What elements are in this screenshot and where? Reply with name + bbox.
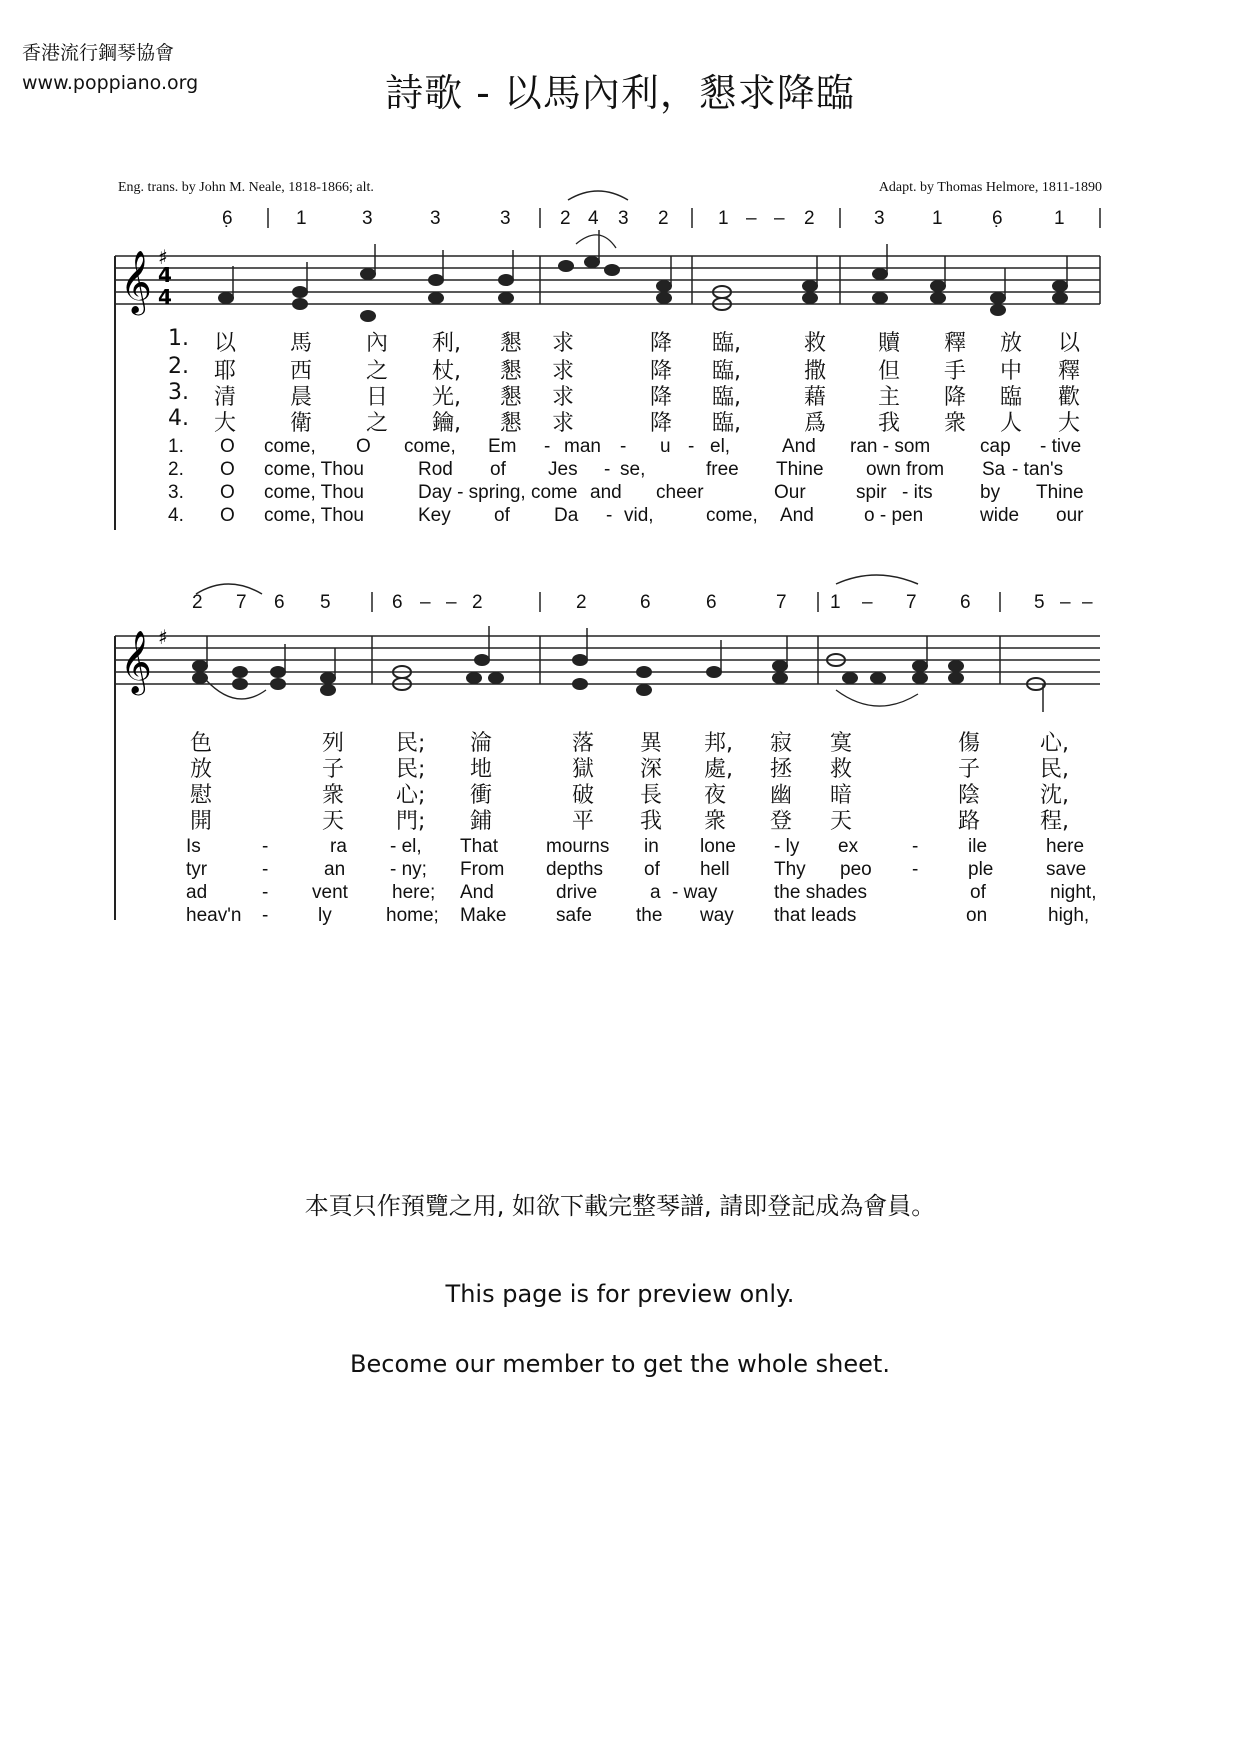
lyric-en-s1-v2-w3: come, Thou [264,459,364,480]
fingering-1-3: 3 [362,208,373,229]
fingering-2-11: 6 [706,592,717,613]
lyric-en-s1-v1-w2: O [220,436,235,457]
lyric-zh-s2-v3-w1: 慰 [190,783,213,808]
lyric-zh-s1-v2-w12: 手 [944,359,967,384]
lyric-zh-s1-v3-w1: 3. [168,380,189,405]
lyric-zh-s2-v1-w11: 心, [1040,731,1069,756]
lyric-zh-s1-v2-w11: 但 [878,359,901,384]
lyric-zh-s1-v3-w9: 臨, [712,385,741,410]
lyric-zh-s1-v3-w8: 降 [650,385,673,410]
lyric-en-s2-v1-w9: - ly [774,836,800,857]
lyric-zh-s1-v2-w2: 耶 [214,359,237,384]
lyric-zh-s1-v4-w13: 人 [1000,411,1023,436]
fingering-1-7: 4 [588,208,599,229]
lyric-zh-s2-v1-w7: 邦, [704,731,733,756]
lyric-en-s1-v2-w5: of [490,459,506,480]
lyric-en-s1-v4-w12: wide [980,505,1020,526]
lyric-en-s2-v2-w3: an [324,859,346,880]
lyric-en-s2-v3-w1: ad [186,882,208,903]
fingering-2-3: 6 [274,592,285,613]
lyric-en-s1-v4-w3: come, Thou [264,505,364,526]
lyric-zh-s1-v2-w9: 臨, [712,359,741,384]
lyric-en-s2-v4-w6: safe [556,905,592,926]
lyric-zh-s2-v1-w2: 列 [322,731,345,756]
lyric-zh-s2-v3-w7: 夜 [704,783,727,808]
fingering-2-1: 2 [192,592,203,613]
lyric-en-s1-v2-w12: Sa [982,459,1006,480]
fingering-2-9: 2 [576,592,587,613]
lyric-en-s2-v1-w5: That [460,836,499,857]
lyric-zh-s1-v4-w14: 大 [1058,411,1081,436]
lyric-zh-s1-v4-w3: 衛 [290,411,313,436]
lyric-zh-s1-v3-w6: 懇 [500,385,523,410]
lyric-en-s1-v3-w2: O [220,482,235,503]
lyric-zh-s1-v3-w11: 主 [878,385,901,410]
lyric-en-s2-v1-w10: ex [838,836,859,857]
lyric-en-s1-v2-w4: Rod [418,459,453,480]
fingering-2-10: 6 [640,592,651,613]
lyric-en-s2-v1-w13: here [1046,836,1085,857]
lyric-en-s2-v2-w12: ple [968,859,994,880]
lyric-en-s2-v1-w12: ile [968,836,988,857]
lyric-en-s2-v2-w6: depths [546,859,604,880]
lyric-en-s1-v4-w10: And [780,505,814,526]
lyric-en-s1-v1-w1: 1. [168,436,184,457]
lyric-en-s1-v4-w1: 4. [168,505,184,526]
lyric-zh-s1-v4-w4: 之 [366,411,389,436]
lyric-en-s1-v4-w2: O [220,505,235,526]
lyric-en-s1-v3-w3: come, Thou [264,482,364,503]
lyric-en-s2-v2-w1: tyr [186,859,208,880]
lyric-zh-s1-v4-w11: 我 [878,411,901,436]
key-signature-sharp: ♯ [158,245,168,269]
fingering-1-11: – [746,208,757,229]
lyric-zh-s1-v2-w5: 杖, [432,359,461,384]
fingering-1-10: 1 [718,208,729,229]
lyric-zh-s1-v1-w11: 贖 [878,331,901,356]
phrase-slur-2b [836,690,918,706]
lyric-en-s1-v2-w2: O [220,459,235,480]
lyric-en-s1-v3-w1: 3. [168,482,184,503]
page-title: 詩歌 - 以馬內利，懇求降臨 [385,71,855,115]
lyric-en-s1-v4-w7: - [606,505,613,526]
lyric-zh-s2-v4-w3: 門; [396,809,426,834]
lyric-zh-s2-v3-w5: 破 [572,783,595,808]
preview-notice-zh: 本頁只作預覽之用, 如欲下載完整琴譜, 請即登記成為會員。 [304,1192,936,1220]
lyric-zh-s1-v2-w4: 之 [366,359,389,384]
lyric-zh-s2-v2-w1: 放 [190,757,213,782]
lyric-zh-s1-v4-w2: 大 [214,411,237,436]
fingering-1-13: 2 [804,208,815,229]
fingering-2-8: 2 [472,592,483,613]
lyric-zh-s1-v1-w7: 求 [552,331,575,356]
fingering-2-13: 1 [830,592,841,613]
lyric-en-s2-v1-w2: - [262,836,269,857]
lyric-zh-s2-v2-w5: 獄 [572,757,595,782]
lyric-en-s2-v4-w2: - [262,905,269,926]
lyric-en-s2-v4-w11: high, [1048,905,1090,926]
lyric-en-s2-v4-w7: the [636,905,663,926]
lyric-en-s1-v4-w11: o - pen [864,505,924,526]
lyric-en-s1-v1-w14: ran - som [850,436,931,457]
lyric-en-s1-v3-w4: Day - spring, come [418,482,578,503]
lyric-en-s1-v2-w1: 2. [168,459,184,480]
lyric-zh-s2-v3-w8: 幽 [770,783,793,808]
lyric-zh-s1-v4-w12: 衆 [944,411,967,436]
slur-2b [836,575,918,584]
lyric-zh-s2-v2-w6: 深 [640,757,663,782]
lyric-zh-s1-v4-w1: 4. [168,406,189,431]
lyric-zh-s1-v1-w1: 1. [168,326,189,351]
lyric-zh-s1-v1-w6: 懇 [500,331,523,356]
lyric-en-s2-v1-w11: - [912,836,919,857]
lyric-en-s1-v2-w10: Thine [776,459,824,480]
lyric-zh-s1-v4-w10: 爲 [804,411,827,436]
lyric-en-s2-v2-w10: peo [840,859,872,880]
fingering-2-12: 7 [776,592,787,613]
time-signature-top: 4 [158,263,172,287]
lyric-zh-s2-v4-w9: 天 [830,809,853,834]
lyric-zh-s2-v2-w4: 地 [470,757,493,782]
fingering-2-5: 6 [392,592,403,613]
lyric-en-s2-v1-w4: - el, [390,836,422,857]
lyric-en-s1-v1-w3: come, [264,436,316,457]
lyric-zh-s1-v2-w7: 求 [552,359,575,384]
lyric-en-s2-v3-w4: here; [392,882,436,903]
key-signature-sharp-2: ♯ [158,625,168,649]
fingering-1-1: 6̣ [222,208,233,229]
lyric-en-s2-v3-w11: night, [1050,882,1097,903]
fingering-2-14: – [862,592,873,613]
lyric-zh-s1-v4-w6: 懇 [500,411,523,436]
lyric-en-s2-v1-w3: ra [330,836,347,857]
lyric-zh-s2-v4-w10: 路 [958,809,981,834]
lyric-zh-s2-v2-w3: 民; [396,757,426,782]
lyric-zh-s1-v3-w5: 光, [432,385,461,410]
lyric-zh-s2-v4-w2: 天 [322,809,345,834]
lyric-zh-s1-v4-w7: 求 [552,411,575,436]
lyric-zh-s2-v4-w1: 開 [190,809,213,834]
lyric-zh-s1-v1-w9: 臨, [712,331,741,356]
lyric-en-s2-v2-w5: From [460,859,505,880]
lyric-zh-s1-v2-w10: 撒 [804,359,827,384]
fingering-2-16: 6 [960,592,971,613]
fingering-1-6: 2 [560,208,571,229]
treble-clef-2: 𝄞 [120,630,152,693]
lyric-en-s1-v4-w8: vid, [624,505,654,526]
lyric-zh-s2-v1-w5: 落 [572,731,595,756]
lyric-zh-s1-v1-w13: 放 [1000,331,1023,356]
fingering-1-16: 6̣ [992,208,1003,229]
lyric-zh-s2-v1-w1: 色 [190,731,213,756]
lyric-zh-s2-v4-w11: 程, [1040,809,1069,834]
fingering-1-17: 1 [1054,208,1065,229]
lyric-en-s1-v2-w9: free [706,459,739,480]
lyric-zh-s2-v3-w4: 衝 [470,783,493,808]
site-url[interactable]: www.poppiano.org [22,72,199,94]
lyric-en-s1-v3-w7: Our [774,482,806,503]
lyric-zh-s1-v1-w5: 利, [432,331,461,356]
lyric-en-s2-v4-w9: that leads [774,905,857,926]
lyric-en-s2-v3-w6: drive [556,882,598,903]
lyric-en-s2-v3-w3: vent [312,882,348,903]
lyric-en-s2-v4-w3: ly [318,905,332,926]
lyric-zh-s2-v4-w5: 平 [572,809,595,834]
lyric-zh-s2-v4-w6: 我 [640,809,663,834]
lyric-zh-s1-v3-w2: 清 [214,385,237,410]
lyric-zh-s1-v3-w3: 晨 [290,385,313,410]
lyric-zh-s2-v2-w8: 拯 [770,757,793,782]
lyric-en-s1-v2-w6: Jes [548,459,578,480]
lyric-zh-s1-v2-w6: 懇 [500,359,523,384]
lyric-zh-s1-v4-w8: 降 [650,411,673,436]
fingering-1-9: 2 [658,208,669,229]
lyric-zh-s2-v3-w11: 沈, [1040,783,1069,808]
lyric-en-s2-v2-w13: save [1046,859,1087,880]
lyric-en-s2-v2-w11: - [912,859,919,880]
lyric-en-s1-v1-w5: come, [404,436,456,457]
lyric-zh-s2-v3-w9: 暗 [830,783,853,808]
lyric-zh-s2-v4-w4: 鋪 [470,809,493,834]
lyric-zh-s1-v4-w9: 臨, [712,411,741,436]
lyric-en-s2-v1-w8: lone [700,836,736,857]
lyric-en-s1-v1-w8: man [564,436,601,457]
lyric-zh-s1-v4-w5: 鑰, [432,411,461,436]
lyric-en-s2-v2-w4: - ny; [390,859,427,880]
lyric-zh-s1-v3-w10: 藉 [804,385,827,410]
lyric-en-s2-v2-w9: Thy [774,859,806,880]
lyric-zh-s2-v1-w4: 淪 [470,731,493,756]
lyric-zh-s1-v2-w8: 降 [650,359,673,384]
lyric-en-s2-v2-w8: hell [700,859,730,880]
lyric-en-s1-v4-w4: Key [418,505,451,526]
lyric-zh-s2-v2-w2: 子 [322,757,345,782]
fingering-2-2: 7 [236,592,247,613]
lyric-en-s1-v3-w9: - its [902,482,933,503]
lyric-zh-s1-v3-w4: 日 [366,385,389,410]
lyric-en-s2-v1-w7: in [644,836,659,857]
lyric-en-s2-v4-w5: Make [460,905,507,926]
lyric-en-s1-v1-w7: - [544,436,551,457]
lyric-en-s2-v4-w8: way [700,905,734,926]
lyric-en-s1-v1-w11: - [688,436,695,457]
lyric-zh-s2-v1-w3: 民; [396,731,426,756]
membership-notice: Become our member to get the whole sheet. [350,1350,890,1378]
lyric-zh-s2-v3-w6: 長 [640,783,663,808]
lyric-en-s2-v3-w2: - [262,882,269,903]
lyric-en-s1-v1-w9: - [620,436,627,457]
lyric-en-s2-v3-w5: And [460,882,494,903]
lyric-zh-s2-v1-w6: 異 [640,731,663,756]
lyric-en-s2-v3-w7: a [650,882,661,903]
lyric-en-s1-v3-w11: Thine [1036,482,1084,503]
lyric-en-s2-v4-w4: home; [386,905,439,926]
lyric-en-s1-v1-w15: cap [980,436,1011,457]
lyric-en-s1-v3-w8: spir [856,482,887,503]
lyric-zh-s2-v3-w10: 陰 [958,783,981,808]
fingering-1-4: 3 [430,208,441,229]
lyric-zh-s1-v1-w8: 降 [650,331,673,356]
lyric-zh-s2-v3-w2: 衆 [322,783,345,808]
lyric-en-s1-v1-w6: Em [488,436,517,457]
fingering-1-2: 1 [296,208,307,229]
fingering-2-4: 5 [320,592,331,613]
lyric-en-s2-v1-w6: mourns [546,836,610,857]
lyric-en-s1-v2-w7: - [604,459,611,480]
lyric-zh-s2-v4-w8: 登 [770,809,793,834]
fingering-2-6: – [420,592,431,613]
lyric-zh-s1-v3-w12: 降 [944,385,967,410]
lyric-en-s1-v1-w16: - tive [1040,436,1082,457]
fingering-1-8: 3 [618,208,629,229]
lyric-en-s2-v3-w9: the shades [774,882,867,903]
lyric-zh-s1-v2-w3: 西 [290,359,313,384]
lyric-zh-s1-v3-w13: 臨 [1000,385,1023,410]
slur-2a [196,584,262,594]
lyric-en-s1-v1-w10: u [660,436,671,457]
lyric-en-s2-v3-w10: of [970,882,986,903]
fingering-2-7: – [446,592,457,613]
lyric-zh-s2-v1-w9: 寞 [830,731,853,756]
lyric-zh-s1-v2-w1: 2. [168,354,189,379]
lyric-en-s1-v4-w9: come, [706,505,758,526]
fingering-1-12: – [774,208,785,229]
lyric-zh-s1-v1-w14: 以 [1058,331,1081,356]
fingering-1-5: 3 [500,208,511,229]
lyric-en-s1-v4-w13: our [1056,505,1084,526]
lyric-en-s1-v2-w11: own from [866,459,945,480]
translator-credit: Eng. trans. by John M. Neale, 1818-1866; alt. [118,180,374,195]
lyric-zh-s2-v1-w10: 傷 [958,731,981,756]
lyric-zh-s2-v1-w8: 寂 [770,731,793,756]
lyric-en-s2-v3-w8: - way [672,882,718,903]
fingering-1-15: 1 [932,208,943,229]
fingering-2-19: – [1082,592,1093,613]
lyric-zh-s1-v2-w13: 中 [1000,359,1023,384]
fingering-1-14: 3 [874,208,885,229]
fingering-2-17: 5 [1034,592,1045,613]
lyric-zh-s1-v3-w14: 歡 [1058,385,1081,410]
lyric-zh-s1-v1-w12: 釋 [944,331,967,356]
lyric-en-s2-v2-w2: - [262,859,269,880]
lyric-en-s2-v4-w1: heav'n [186,905,242,926]
lyric-en-s2-v1-w1: Is [186,836,201,857]
lyric-zh-s2-v4-w7: 衆 [704,809,727,834]
lyric-en-s1-v3-w6: cheer [656,482,704,503]
lyric-zh-s1-v2-w14: 釋 [1058,359,1081,384]
site-name: 香港流行鋼琴協會 [22,42,175,64]
lyric-en-s1-v1-w4: O [356,436,371,457]
composer-credit: Adapt. by Thomas Helmore, 1811-1890 [878,180,1102,195]
lyric-en-s1-v1-w12: el, [710,436,731,457]
preview-notice-en: This page is for preview only. [445,1280,795,1308]
lyric-en-s1-v4-w6: Da [554,505,579,526]
lyric-en-s1-v4-w5: of [494,505,510,526]
lyric-zh-s2-v2-w11: 民, [1040,757,1069,782]
lyric-zh-s1-v3-w7: 求 [552,385,575,410]
lyric-zh-s1-v1-w3: 馬 [290,331,313,356]
lyric-zh-s2-v3-w3: 心; [396,783,426,808]
lyric-en-s1-v3-w5: and [590,482,622,503]
lyric-en-s2-v2-w7: of [644,859,660,880]
lyric-en-s1-v3-w10: by [980,482,1001,503]
lyric-zh-s1-v1-w2: 以 [214,331,237,356]
lyric-zh-s1-v1-w10: 救 [804,331,827,356]
lyric-en-s1-v2-w13: - tan's [1012,459,1064,480]
lyric-zh-s2-v2-w9: 救 [830,757,853,782]
lyric-en-s2-v4-w10: on [966,905,988,926]
time-signature-bottom: 4 [158,285,172,309]
lyric-en-s1-v1-w13: And [782,436,816,457]
lyric-zh-s2-v2-w7: 處, [704,757,733,782]
fingering-2-15: 7 [906,592,917,613]
lyric-zh-s2-v2-w10: 子 [958,757,981,782]
lyric-en-s1-v2-w8: se, [620,459,646,480]
fingering-2-18: – [1060,592,1071,613]
lyric-zh-s1-v1-w4: 內 [366,331,389,356]
treble-clef: 𝄞 [120,250,152,313]
